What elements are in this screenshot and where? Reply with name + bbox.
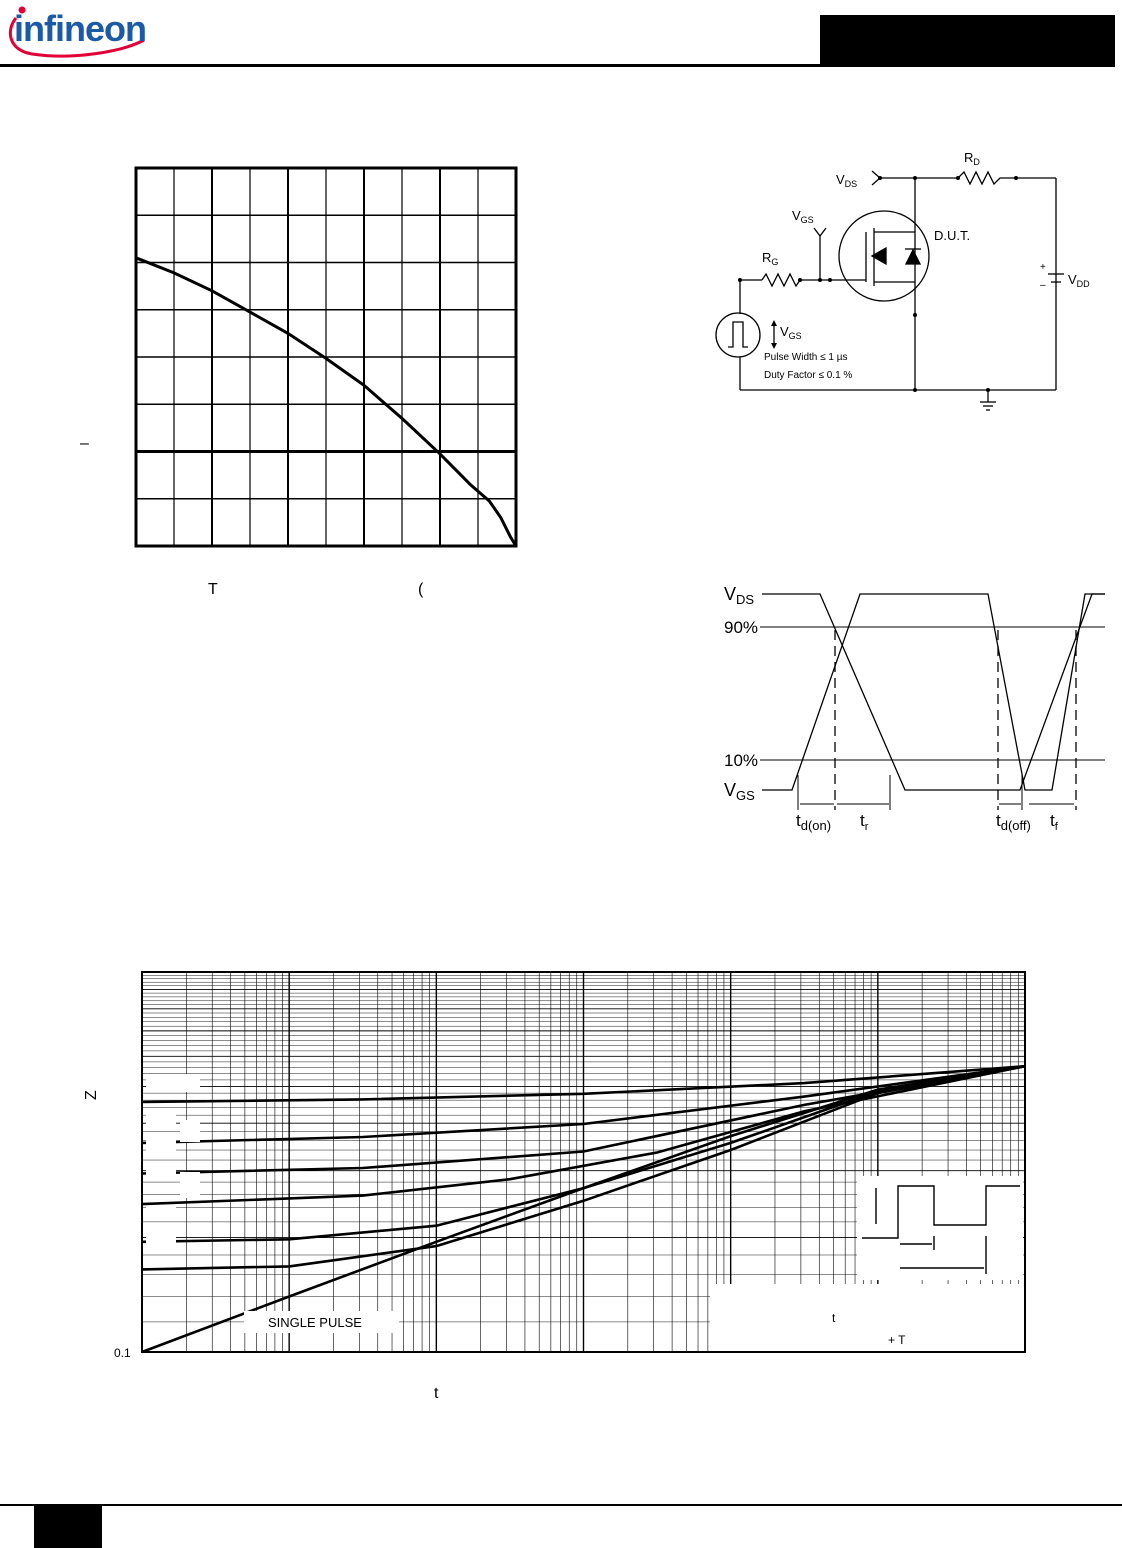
note-box (710, 1284, 1024, 1352)
svg-text:tf: $t_f$ (1050, 811, 1058, 833)
svg-text:–: – (1040, 280, 1046, 291)
vds-trace (762, 594, 1105, 790)
logo-wordmark: infineon (14, 8, 146, 49)
svg-text:VGS: $V_{GS}$ (724, 780, 755, 803)
svg-text:VDS: $V_{DS}$ (836, 172, 858, 189)
svg-text:10%: 10% (724, 751, 759, 770)
svg-text:td(on): $t_{d(on)}$ (796, 811, 832, 833)
chart2-ylabel: Z (83, 1090, 100, 1100)
chart1 (0, 150, 560, 610)
pulse-width-note: Pulse Width ≤ 1 µs (764, 352, 848, 363)
duty-factor-note: Duty Factor ≤ 0.1 % (764, 370, 853, 381)
header-rule (0, 64, 1115, 67)
chart2 (0, 950, 1122, 1410)
header-black-box (820, 15, 1115, 66)
note-t: t (832, 1311, 836, 1325)
duty-cycle-inset (857, 1176, 1023, 1280)
dut-label: D.U.T. (934, 228, 971, 243)
chart1-xlabel-a: T (208, 581, 218, 598)
single-pulse-label: SINGLE PULSE (268, 1315, 362, 1330)
footer-rule (0, 1504, 1122, 1506)
svg-text:VDS: $V_{DS}$ (724, 584, 755, 607)
svg-text:RD: $R_D$ (964, 150, 980, 167)
footer-black-box (34, 1506, 102, 1548)
y-tick-min: 0.1 (114, 1346, 131, 1360)
svg-text:RG: $R_G$ (762, 250, 779, 267)
rd-resistor-icon (958, 172, 1016, 184)
svg-text:VDD: $V_{DD}$ (1068, 272, 1090, 289)
svg-text:td(off): $t_{d(off)}$ (996, 811, 1031, 833)
svg-text:VGS: $V_{GS}$ (792, 208, 814, 225)
rg-resistor-icon (762, 274, 820, 286)
vgs-trace (762, 594, 1105, 790)
switching-test-circuit (700, 140, 1120, 430)
svg-text:tr: $t_r$ (860, 811, 869, 833)
note-plus-t: + T (888, 1333, 906, 1347)
svg-text:+: + (1040, 262, 1046, 273)
vgs-probe-icon (814, 228, 826, 236)
chart2-xlabel: t (434, 1385, 439, 1402)
pulse-generator-icon (716, 313, 760, 357)
svg-text:90%: 90% (724, 618, 759, 637)
svg-text:VGS: $V_{GS}$ (780, 324, 802, 341)
chart2-left-label-boxes (146, 1074, 200, 1245)
switching-waveform (700, 570, 1120, 850)
chart1-xlabel-b: ( (418, 581, 424, 598)
chart1-ylabel: – (80, 435, 89, 452)
